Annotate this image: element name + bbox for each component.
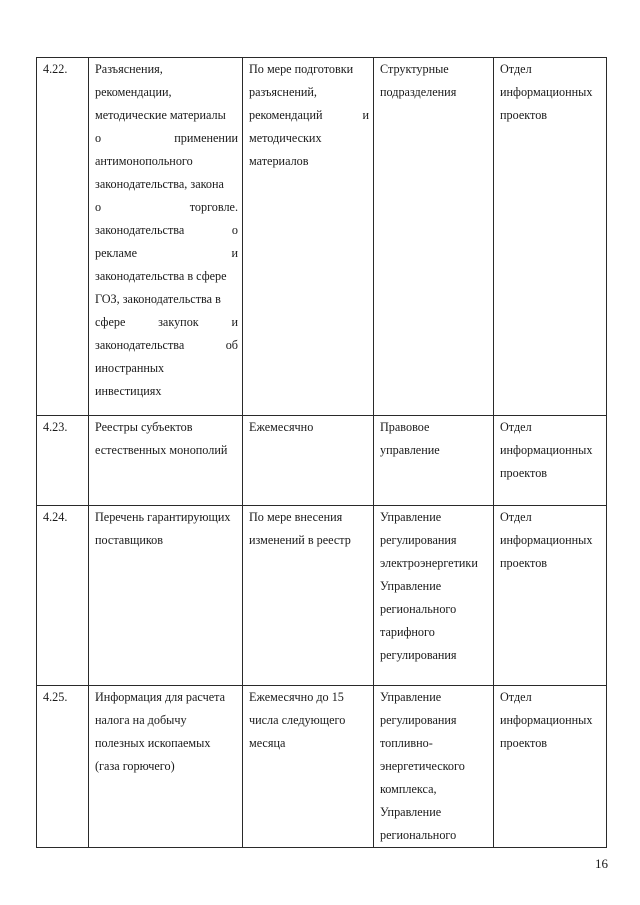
text-line: методических — [249, 131, 322, 145]
text-line: изменений в реестр — [249, 533, 351, 547]
text-line: Отдел — [500, 420, 532, 434]
word: и — [231, 315, 238, 329]
text-line: проектов — [500, 108, 548, 122]
text-line: поставщиков — [95, 533, 164, 547]
text-line: проектов — [500, 466, 548, 480]
text-line: (газа горючего) — [95, 759, 175, 773]
word: об — [225, 338, 238, 352]
text-line: энергетического — [380, 759, 465, 773]
period-cell — [243, 506, 374, 686]
text-line: управление — [380, 443, 440, 457]
text-line: Отдел — [500, 510, 532, 524]
text-line: регулирования — [380, 713, 457, 727]
text-line: рекомендации, — [95, 85, 172, 99]
text-line: информационных — [500, 713, 593, 727]
responsible-cell — [374, 416, 494, 506]
row-number: 4.25. — [43, 690, 68, 704]
text-line: Правовое — [380, 420, 430, 434]
text-line: информационных — [500, 443, 593, 457]
text-line: законодательства, закона — [95, 177, 224, 191]
text-line: Разъяснения, — [95, 62, 163, 76]
row-number-cell — [37, 506, 89, 686]
text-line: регулирования — [380, 533, 457, 547]
text-line: Отдел — [500, 62, 532, 76]
text-line — [95, 311, 238, 334]
word: торговле. — [189, 200, 238, 214]
text-line: естественных монополий — [95, 443, 228, 457]
responsible-cell — [374, 58, 494, 416]
text-line: информационных — [500, 533, 593, 547]
text-line: иностранных — [95, 361, 165, 375]
row-number-cell — [37, 686, 89, 848]
document-name-cell — [89, 416, 243, 506]
word: и — [362, 108, 369, 122]
responsible-cell — [374, 506, 494, 686]
page-number: 16 — [595, 856, 608, 871]
text-line: подразделения — [380, 85, 457, 99]
text-line: разъяснений, — [249, 85, 317, 99]
word: о — [231, 223, 238, 237]
word: применении — [174, 131, 238, 145]
text-line: Информация для расчета — [95, 690, 225, 704]
text-line: числа следующего — [249, 713, 346, 727]
text-line: материалов — [249, 154, 309, 168]
text-line: месяца — [249, 736, 286, 750]
text-line — [95, 334, 238, 357]
text-line: налога на добычу — [95, 713, 187, 727]
department-cell — [494, 506, 607, 686]
document-name-cell — [89, 506, 243, 686]
text-line: регионального — [380, 828, 457, 842]
text-line: проектов — [500, 556, 548, 570]
word: законодательства — [95, 338, 185, 352]
text-line: По мере подготовки — [249, 62, 354, 76]
row-number-cell — [37, 416, 89, 506]
period-cell — [243, 686, 374, 848]
text-line: Управление — [380, 510, 442, 524]
text-line: антимонопольного — [95, 154, 193, 168]
text-line: Ежемесячно до 15 — [249, 690, 344, 704]
text-line: проектов — [500, 736, 548, 750]
text-line: Управление — [380, 579, 442, 593]
text-line: Отдел — [500, 690, 532, 704]
department-cell — [494, 416, 607, 506]
text-line: регионального — [380, 602, 457, 616]
row-number: 4.24. — [43, 510, 68, 524]
text-line: Структурные — [380, 62, 449, 76]
text-line: регулирования — [380, 648, 457, 662]
text-line: Реестры субъектов — [95, 420, 193, 434]
word: сфере — [95, 315, 126, 329]
text-line: комплекса, — [380, 782, 437, 796]
text-line: тарифного — [380, 625, 435, 639]
text-line: законодательства в сфере — [95, 269, 227, 283]
text-line: полезных ископаемых — [95, 736, 211, 750]
period-cell — [243, 416, 374, 506]
text-line: ГОЗ, законодательства в — [95, 292, 221, 306]
word: закупок — [158, 315, 199, 329]
word: законодательства — [95, 223, 185, 237]
row-number: 4.23. — [43, 420, 68, 434]
text-line: Ежемесячно — [249, 420, 314, 434]
word: о — [95, 200, 102, 214]
word: о — [95, 131, 102, 145]
text-line — [95, 196, 238, 219]
text-line: методические материалы — [95, 108, 226, 122]
department-cell — [494, 686, 607, 848]
table-row — [37, 506, 607, 686]
text-line: инвестициях — [95, 384, 162, 398]
period-cell — [243, 58, 374, 416]
word: и — [231, 246, 238, 260]
document-name-cell — [89, 686, 243, 848]
text-line: электроэнергетики — [380, 556, 478, 570]
department-cell — [494, 58, 607, 416]
responsible-cell — [374, 686, 494, 848]
table-row — [37, 686, 607, 848]
word: рекламе — [95, 246, 138, 260]
table-row — [37, 416, 607, 506]
text-line: информационных — [500, 85, 593, 99]
word: рекомендаций — [249, 108, 323, 122]
table-body — [37, 58, 607, 848]
schedule-table — [36, 57, 607, 848]
text-line: По мере внесения — [249, 510, 343, 524]
text-line: Управление — [380, 805, 442, 819]
text-line — [95, 127, 238, 150]
text-line — [95, 242, 238, 265]
row-number-cell — [37, 58, 89, 416]
text-line: Перечень гарантирующих — [95, 510, 231, 524]
text-line: топливно- — [380, 736, 433, 750]
row-number: 4.22. — [43, 62, 68, 76]
text-line: Управление — [380, 690, 442, 704]
document-name-cell — [89, 58, 243, 416]
text-line — [95, 219, 238, 242]
text-line — [249, 104, 369, 127]
table-row — [37, 58, 607, 416]
